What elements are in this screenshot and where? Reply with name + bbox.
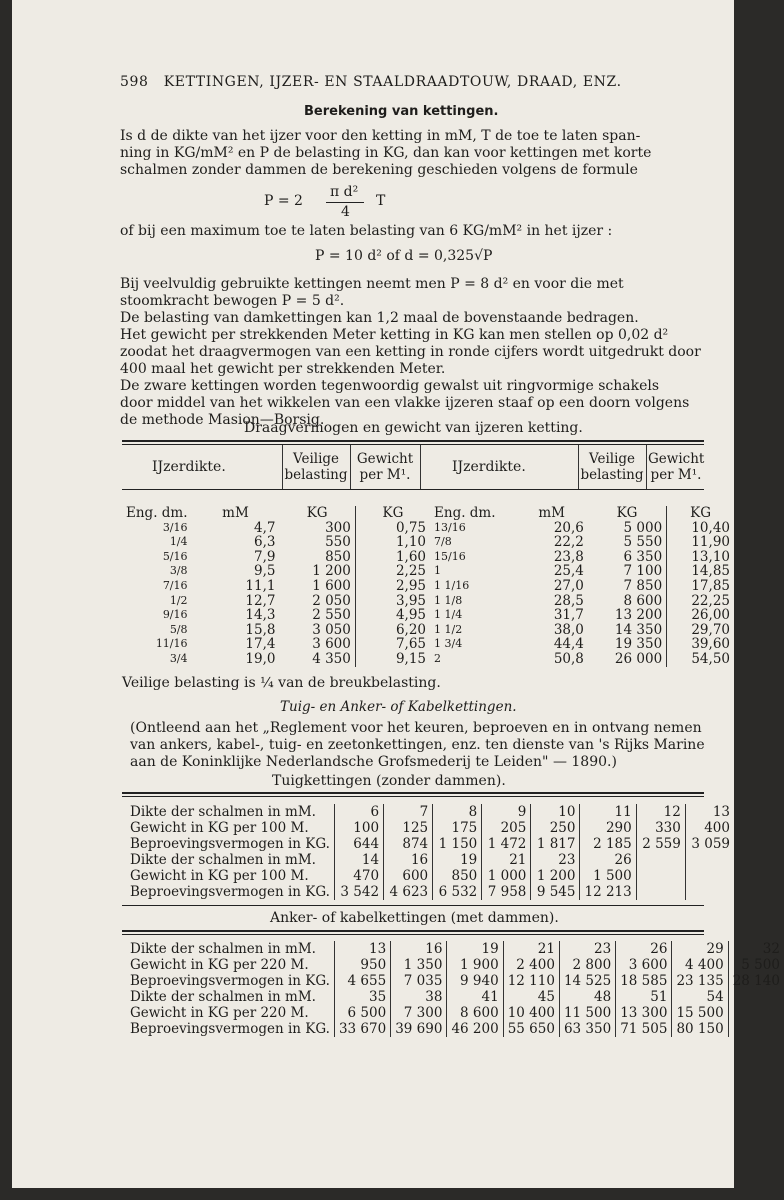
table-cell: 20,6	[553, 519, 584, 536]
table-cell: 8 600	[623, 592, 663, 609]
table-cell: 9,5	[253, 563, 276, 580]
table-cell: 39 690	[391, 1021, 447, 1037]
table-cell: 5 000	[623, 519, 663, 536]
paragraph-line: De belasting van damkettingen kan 1,2 maal de bovenstaande bedragen.	[120, 310, 639, 326]
intro-line: ning in KG/mM² en P de belasting in KG, dan kan voor kettingen met korte	[120, 145, 652, 161]
table-cell: 2	[434, 651, 442, 665]
row-label: Gewicht in KG per 100 M.	[130, 868, 309, 884]
table-cell: 19	[447, 941, 503, 957]
table-cell: 3/16	[162, 520, 188, 534]
column-divider	[282, 445, 283, 489]
row-label: Dikte der schalmen in mM.	[130, 804, 316, 820]
table-cell: 400	[685, 820, 734, 836]
table-cell: 1 1/4	[434, 608, 463, 622]
table-cell: 23 135	[672, 973, 728, 989]
table-row	[122, 973, 784, 989]
table-cell: 63 350	[559, 1021, 615, 1037]
table-rule	[122, 440, 704, 442]
table-cell: 28,5	[553, 592, 584, 609]
table-cell: 29,70	[667, 623, 734, 638]
table-cell: 21	[503, 941, 559, 957]
table-cell: 7 035	[391, 973, 447, 989]
table-cell: 19,0	[245, 650, 276, 667]
table-cell: 9,15	[355, 652, 430, 667]
table-cell: 6 532	[433, 884, 482, 900]
table-cell: 22,2	[553, 534, 584, 551]
table-cell	[685, 852, 734, 868]
subtitle: Tuig- en Anker- of Kabelkettingen.	[280, 699, 517, 715]
paragraph-line: Het gewicht per strekkenden Meter ketting in KG kan men stellen op 0,02 d²	[120, 327, 669, 343]
table-cell: 1 150	[433, 836, 482, 852]
source-line: aan de Koninklijke Nederlandsche Grofsmederij te Leiden" — 1890.)	[130, 754, 617, 770]
table-cell: 14,3	[245, 607, 276, 624]
unit-cell: mM	[538, 505, 565, 521]
table-cell: 11/16	[155, 637, 188, 651]
table-cell: 874	[384, 836, 433, 852]
source-note	[130, 720, 705, 771]
table1-body	[122, 506, 734, 667]
table-cell: 12 110	[503, 973, 559, 989]
source-line: van ankers, kabel-, tuig- en zeetonkettingen, enz. ten dienste van 's Rijks Marine	[130, 737, 705, 753]
table-cell: 13,10	[667, 550, 734, 565]
table-cell: 11,90	[667, 535, 734, 550]
table-cell	[728, 989, 784, 1005]
column-divider	[420, 445, 421, 489]
table-cell: 21	[482, 852, 531, 868]
table-row	[122, 594, 734, 609]
intro-line: Is d de dikte van het ijzer voor den ketting in mM, T de toe te laten span-	[120, 128, 641, 144]
table-cell: 55 650	[503, 1021, 559, 1037]
table-cell: 1 600	[312, 577, 351, 594]
table-cell	[728, 1005, 784, 1021]
row-label: Beproevingsvermogen in KG.	[130, 836, 330, 852]
table-cell: 7,65	[355, 637, 430, 652]
paragraph-line: de methode Masion—Borsig.	[120, 412, 325, 428]
table-cell: 2,25	[355, 564, 430, 579]
table3-caption: Anker- of kabelkettingen (met dammen).	[270, 910, 559, 926]
intro-line: schalmen zonder dammen de berekening geschieden volgens de formule	[120, 162, 638, 178]
row-label: Beproevingsvermogen in KG.	[130, 1021, 330, 1037]
table-row	[122, 957, 784, 973]
table-cell	[636, 852, 685, 868]
table3-body	[122, 941, 784, 1037]
table-cell: 7/16	[162, 578, 188, 592]
table-rule	[122, 934, 704, 935]
table-cell: 13 200	[614, 607, 663, 624]
table-row	[122, 652, 734, 667]
table-cell: 23	[559, 941, 615, 957]
header-dikte-left: IJzerdikte.	[152, 459, 226, 475]
table-cell: 16	[391, 941, 447, 957]
table1-caption: Draagvermogen en gewicht van ijzeren ketting.	[244, 420, 583, 436]
table-cell: 13/16	[434, 520, 466, 534]
table-cell: 27,0	[553, 577, 584, 594]
table-cell: 175	[433, 820, 482, 836]
table-cell: 600	[384, 868, 433, 884]
formula-lhs: P = 2	[264, 193, 303, 209]
table-cell: 71 505	[616, 1021, 672, 1037]
table2-caption: Tuigkettingen (zonder dammen).	[272, 773, 506, 789]
table-rule	[122, 489, 704, 490]
table-row	[122, 884, 734, 900]
paragraph-line: De zware kettingen worden tegenwoordig gewalst uit ringvormige schakels	[120, 378, 660, 394]
table-row	[122, 564, 734, 579]
formula-2: P = 10 d² of d = 0,325√P	[315, 248, 493, 264]
paragraph-line: zoodat het draagvermogen van een ketting in ronde cijfers wordt uitgedrukt door	[120, 344, 701, 360]
table-cell: 2 800	[559, 957, 615, 973]
table-cell: 1/4	[169, 535, 188, 549]
table-cell: 205	[482, 820, 531, 836]
fraction-bar	[326, 202, 364, 203]
table-cell: 470	[334, 868, 383, 884]
table-cell: 1 000	[482, 868, 531, 884]
table-cell: 1,60	[355, 550, 430, 565]
table-cell: 300	[325, 519, 351, 536]
table-cell	[636, 884, 685, 900]
table-row	[122, 579, 734, 594]
formula-fraction-denominator: 4	[341, 204, 350, 220]
unit-cell: Eng. dm.	[126, 505, 188, 521]
header-line: per M¹.	[359, 467, 411, 483]
table-cell: 11,1	[245, 577, 276, 594]
table-row	[122, 820, 734, 836]
paragraph-line: stoomkracht bewogen P = 5 d².	[120, 293, 345, 309]
table-cell: 14 525	[559, 973, 615, 989]
row-label: Gewicht in KG per 100 M.	[130, 820, 309, 836]
table-cell: 4 350	[312, 650, 351, 667]
table-cell: 1 472	[482, 836, 531, 852]
table-row	[122, 1005, 784, 1021]
table-cell: 2 185	[580, 836, 636, 852]
table-rule	[122, 930, 704, 932]
table1	[122, 506, 734, 667]
table-cell: 1 817	[531, 836, 580, 852]
table-cell: 26,00	[667, 608, 734, 623]
unit-cell: mM	[222, 505, 249, 521]
table-row	[122, 623, 734, 638]
table-cell: 7	[384, 804, 433, 820]
table-cell: 5 500	[728, 957, 784, 973]
table-cell: 45	[503, 989, 559, 1005]
table-cell: 1/2	[169, 593, 188, 607]
table-cell: 3 542	[334, 884, 383, 900]
table-cell: 13	[685, 804, 734, 820]
table-cell: 9/16	[162, 608, 188, 622]
table-cell: 50,8	[553, 650, 584, 667]
table-cell: 1 200	[531, 868, 580, 884]
table-cell: 38,0	[553, 621, 584, 638]
table-row	[122, 836, 734, 852]
table-cell: 7,9	[253, 548, 276, 565]
table-cell: 6 350	[623, 548, 663, 565]
row-label: Beproevingsvermogen in KG.	[130, 973, 330, 989]
table-cell: 7/8	[434, 535, 452, 549]
table-cell: 4 655	[334, 973, 390, 989]
table-row	[122, 804, 734, 820]
column-divider	[350, 445, 351, 489]
table-cell: 3/4	[169, 651, 188, 665]
header-gewicht-left	[352, 451, 418, 483]
table-cell: 6 500	[334, 1005, 390, 1021]
table-cell: 1,10	[355, 535, 430, 550]
header-belasting-left	[284, 451, 348, 483]
table-cell: 10,40	[667, 521, 734, 536]
table-cell: 2,95	[355, 579, 430, 594]
table-cell: 4,7	[253, 519, 276, 536]
paragraph-line: Bij veelvuldig gebruikte kettingen neemt men P = 8 d² en voor die met	[120, 276, 624, 292]
table-cell: 26	[616, 941, 672, 957]
table-cell: 3,95	[355, 594, 430, 609]
table-row	[122, 608, 734, 623]
row-label: Dikte der schalmen in mM.	[130, 941, 316, 957]
table-cell: 16	[384, 852, 433, 868]
table-cell: 17,85	[667, 579, 734, 594]
table-cell: 1 1/2	[434, 622, 463, 636]
table-cell: 19	[433, 852, 482, 868]
table-cell: 80 150	[672, 1021, 728, 1037]
header-belasting-right	[580, 451, 644, 483]
table-cell: 4,95	[355, 608, 430, 623]
max-load-line: of bij een maximum toe te laten belasting van 6 KG/mM² in het ijzer :	[120, 223, 613, 239]
table-cell: 3 600	[312, 636, 351, 653]
table-cell: 250	[531, 820, 580, 836]
table-cell: 15 500	[672, 1005, 728, 1021]
table-cell: 19 350	[614, 636, 663, 653]
table-cell: 25,4	[553, 563, 584, 580]
table-cell: 644	[334, 836, 383, 852]
units-row	[122, 506, 734, 521]
table-cell: 5/8	[169, 622, 188, 636]
table-cell: 550	[325, 534, 351, 551]
table-cell: 12	[636, 804, 685, 820]
header-line: Veilige	[292, 451, 340, 467]
table-cell: 1 200	[312, 563, 351, 580]
header-line: belasting	[580, 467, 644, 483]
table-cell: 5 550	[623, 534, 663, 551]
table-cell: 38	[391, 989, 447, 1005]
table-cell: 13 300	[616, 1005, 672, 1021]
header-gewicht-right	[648, 451, 704, 483]
unit-cell: KG	[616, 505, 638, 521]
table-cell	[685, 884, 734, 900]
paragraph-line: 400 maal het gewicht per strekkenden Meter.	[120, 361, 446, 377]
table-cell: 6	[334, 804, 383, 820]
table1-footnote: Veilige belasting is ¼ van de breukbelasting.	[122, 675, 441, 691]
column-divider	[646, 445, 647, 489]
table-cell	[636, 868, 685, 884]
row-label: Beproevingsvermogen in KG.	[130, 884, 330, 900]
table-cell: 12 213	[580, 884, 636, 900]
table-cell: 7 100	[623, 563, 663, 580]
unit-cell: Eng. dm.	[434, 505, 496, 521]
row-label: Dikte der schalmen in mM.	[130, 989, 316, 1005]
running-title: KETTINGEN, IJZER- EN STAALDRAADTOUW, DRAAD, ENZ.	[163, 74, 622, 90]
table-cell: 26 000	[614, 650, 663, 667]
header-line: per M¹.	[650, 467, 702, 483]
table-cell: 13	[334, 941, 390, 957]
table-cell: 17,4	[245, 636, 276, 653]
row-label: Gewicht in KG per 220 M.	[130, 1005, 309, 1021]
page-number: 598	[120, 74, 149, 90]
table-cell	[728, 1021, 784, 1037]
table-cell: 14,85	[667, 564, 734, 579]
table-cell: 14 350	[614, 621, 663, 638]
section-title: Berekening van kettingen.	[304, 104, 499, 119]
table-cell: 39,60	[667, 637, 734, 652]
table-cell: 23,8	[553, 548, 584, 565]
table-row	[122, 1021, 784, 1037]
table-cell: 9	[482, 804, 531, 820]
table-rule	[122, 905, 704, 906]
table-cell: 7 850	[623, 577, 663, 594]
table-cell: 1 500	[580, 868, 636, 884]
table-cell: 15/16	[434, 549, 466, 563]
table-cell: 950	[334, 957, 390, 973]
table-cell: 41	[447, 989, 503, 1005]
source-line: (Ontleend aan het „Reglement voor het keuren, beproeven en in ontvang nemen	[130, 720, 702, 736]
table-cell: 7 300	[391, 1005, 447, 1021]
table-cell: 8	[433, 804, 482, 820]
paragraph	[120, 276, 701, 429]
table-cell: 51	[616, 989, 672, 1005]
header-line: Veilige	[588, 451, 636, 467]
column-divider	[578, 445, 579, 489]
unit-cell: KG	[667, 506, 734, 521]
table-cell: 3 600	[616, 957, 672, 973]
table-cell: 5/16	[162, 549, 188, 563]
table-row	[122, 521, 734, 536]
header-line: Gewicht	[648, 451, 705, 467]
table-cell: 8 600	[447, 1005, 503, 1021]
running-header	[120, 74, 622, 90]
page	[12, 0, 780, 1188]
table-row	[122, 535, 734, 550]
table-cell: 11 500	[559, 1005, 615, 1021]
table-cell: 4 623	[384, 884, 433, 900]
table-cell: 850	[433, 868, 482, 884]
table-cell: 2 550	[312, 607, 351, 624]
table1-header	[122, 445, 704, 489]
table-cell: 33 670	[334, 1021, 390, 1037]
table-cell: 125	[384, 820, 433, 836]
table-row	[122, 637, 734, 652]
table-cell: 48	[559, 989, 615, 1005]
unit-cell: KG	[355, 506, 430, 521]
header-dikte-right: IJzerdikte.	[452, 459, 526, 475]
table-cell: 1 1/8	[434, 593, 463, 607]
table-cell: 0,75	[355, 521, 430, 536]
table-cell: 6,3	[253, 534, 276, 551]
table-cell: 3/8	[169, 564, 188, 578]
table-cell: 9 545	[531, 884, 580, 900]
table-cell: 9 940	[447, 973, 503, 989]
row-label: Gewicht in KG per 220 M.	[130, 957, 309, 973]
table-cell: 11	[580, 804, 636, 820]
table-cell: 1 350	[391, 957, 447, 973]
table-row	[122, 550, 734, 565]
table-cell: 330	[636, 820, 685, 836]
table-cell: 18 585	[616, 973, 672, 989]
table-cell: 26	[580, 852, 636, 868]
table-row	[122, 989, 784, 1005]
table-cell: 46 200	[447, 1021, 503, 1037]
table-cell: 1	[434, 564, 442, 578]
formula-rhs: T	[376, 193, 386, 209]
table-cell: 15,8	[245, 621, 276, 638]
table-cell: 14	[334, 852, 383, 868]
table-cell: 290	[580, 820, 636, 836]
table-cell	[685, 868, 734, 884]
unit-cell: KG	[306, 505, 328, 521]
intro-text	[120, 128, 651, 179]
table-cell: 3 050	[312, 621, 351, 638]
header-line: Gewicht	[356, 451, 414, 467]
table-cell: 6,20	[355, 623, 430, 638]
table-cell: 7 958	[482, 884, 531, 900]
table-row	[122, 868, 734, 884]
table-cell: 23	[531, 852, 580, 868]
table-rule	[122, 796, 704, 797]
table-cell: 29	[672, 941, 728, 957]
table-rule	[122, 792, 704, 794]
table-cell: 2 400	[503, 957, 559, 973]
table-cell: 31,7	[553, 607, 584, 624]
table-row	[122, 941, 784, 957]
table3	[122, 941, 784, 1037]
row-label: Dikte der schalmen in mM.	[130, 852, 316, 868]
table-cell: 54	[672, 989, 728, 1005]
table2	[122, 804, 734, 900]
table-cell: 2 050	[312, 592, 351, 609]
table-row	[122, 852, 734, 868]
table-cell: 44,4	[553, 636, 584, 653]
table-cell: 12,7	[245, 592, 276, 609]
table-cell: 10	[531, 804, 580, 820]
table-cell: 35	[334, 989, 390, 1005]
table-cell: 32	[728, 941, 784, 957]
table-cell: 1 3/4	[434, 637, 463, 651]
header-line: belasting	[284, 467, 348, 483]
table-cell: 3 059	[685, 836, 734, 852]
table2-body	[122, 804, 734, 900]
paragraph-line: door middel van het wikkelen van een vlakke ijzeren staaf op een doorn volgens	[120, 395, 690, 411]
table-cell: 850	[325, 548, 351, 565]
table-cell: 1 1/16	[434, 578, 470, 592]
table-cell: 1 900	[447, 957, 503, 973]
table-cell: 22,25	[667, 594, 734, 609]
table-cell: 28 140	[728, 973, 784, 989]
formula-fraction-numerator: π d²	[330, 184, 359, 200]
table-cell: 4 400	[672, 957, 728, 973]
table-cell: 2 559	[636, 836, 685, 852]
table-cell: 10 400	[503, 1005, 559, 1021]
table-cell: 100	[334, 820, 383, 836]
table-cell: 54,50	[667, 652, 734, 667]
